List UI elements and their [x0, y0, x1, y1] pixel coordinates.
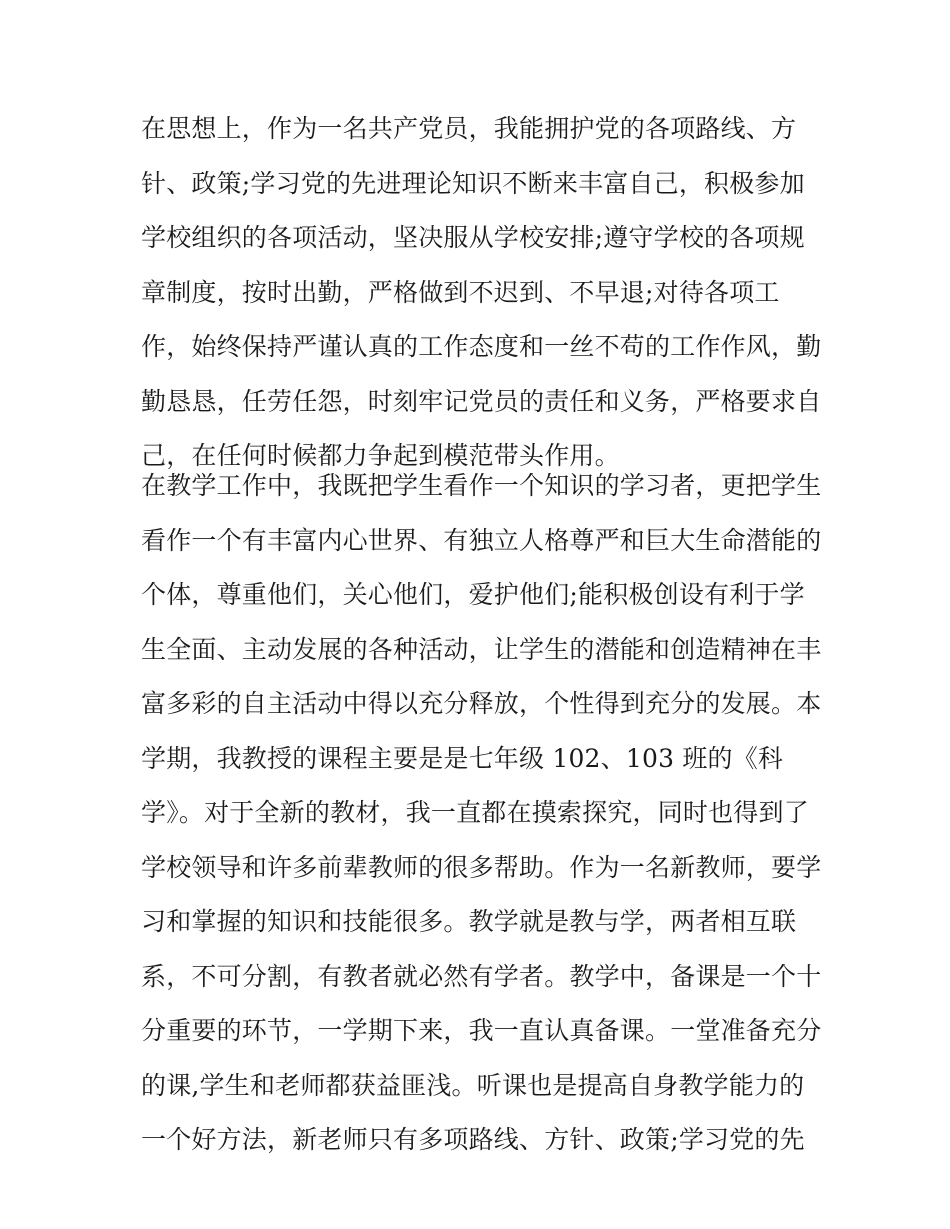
- text-line: 学期，我教授的课程主要是是七年级 102、103 班的《科: [141, 743, 784, 773]
- text-line: 的课,学生和老师都获益匪浅。听课也是提高自身教学能力的: [141, 1070, 805, 1100]
- text-line: 看作一个有丰富内心世界、有独立人格尊严和巨大生命潜能的: [141, 525, 822, 555]
- text-line: 学校领导和许多前辈教师的很多帮助。作为一名新教师，要学: [141, 852, 822, 882]
- text-line: 作，始终保持严谨认真的工作态度和一丝不苟的工作作风，勤: [141, 332, 822, 361]
- text-line: 己，在任何时候都力争起到模范带头作用。: [141, 441, 620, 470]
- text-line: 生全面、主动发展的各种活动，让学生的潜能和创造精神在丰: [141, 634, 822, 664]
- text-line: 学校组织的各项活动，坚决服从学校安排;遵守学校的各项规: [141, 223, 805, 252]
- text-line: 富多彩的自主活动中得以充分释放，个性得到充分的发展。本: [141, 689, 822, 718]
- paragraph-teaching: [141, 459, 822, 1168]
- text-line: 一个好方法，新老师只有多项路线、方针、政策;学习党的先: [141, 1125, 805, 1154]
- text-line: 习和掌握的知识和技能很多。教学就是教与学，两者相互联: [141, 907, 797, 936]
- paragraph-ideology: [141, 102, 822, 484]
- text-line: 章制度，按时出勤，严格做到不迟到、不早退;对待各项工: [141, 277, 780, 307]
- text-line: 勤恳恳，任劳任怨，时刻牢记党员的责任和义务，严格要求自: [141, 386, 822, 416]
- text-line: 个体，尊重他们，关心他们，爱护他们;能积极创设有利于学: [141, 580, 805, 609]
- text-line: 系，不可分割，有教者就必然有学者。教学中，备课是一个十: [141, 961, 822, 991]
- text-line: 针、政策;学习党的先进理论知识不断来丰富自己，积极参加: [141, 168, 805, 198]
- text-line: 学》。对于全新的教材，我一直都在摸索探究，同时也得到了: [141, 798, 809, 827]
- text-line: 分重要的环节，一学期下来，我一直认真备课。一堂准备充分: [141, 1016, 822, 1045]
- text-line: 在思想上，作为一名共产党员，我能拥护党的各项路线、方: [141, 114, 797, 143]
- text-line: 在教学工作中，我既把学生看作一个知识的学习者，更把学生: [141, 471, 822, 500]
